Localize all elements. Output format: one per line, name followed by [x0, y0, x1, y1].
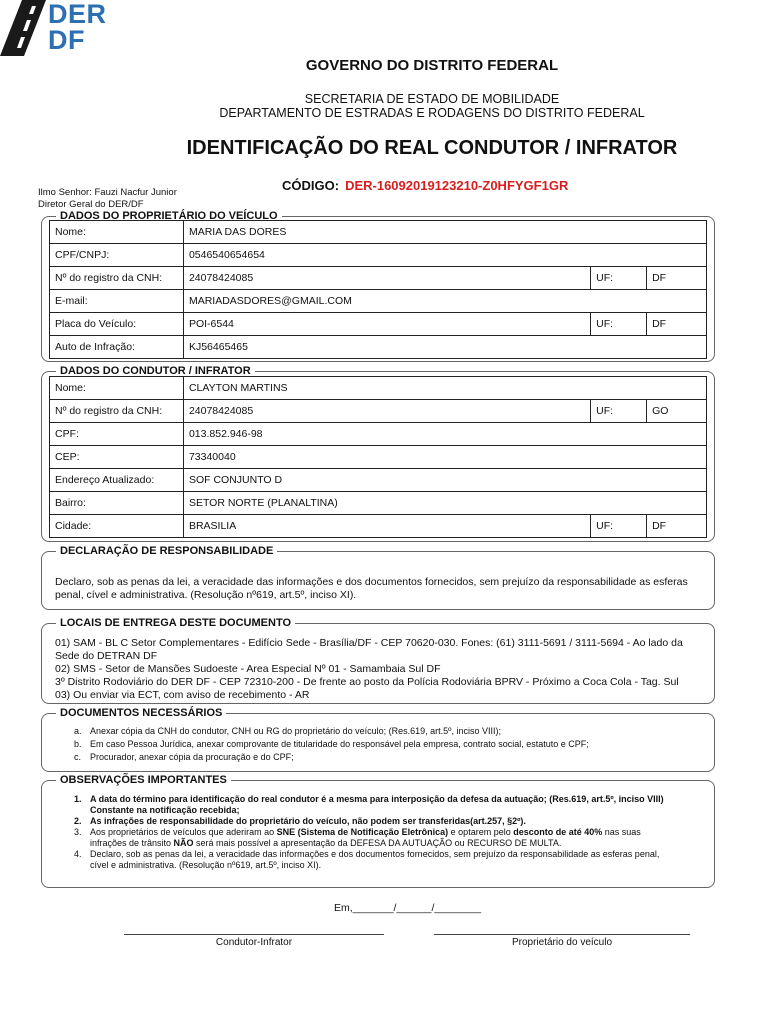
- owner-signature-line: [434, 934, 690, 935]
- list-marker: 2.: [74, 816, 82, 826]
- list-item: [74, 827, 704, 849]
- documents-list: [74, 726, 694, 765]
- owner-cnh-uf-label: UF:: [591, 267, 647, 290]
- note-2-text: As infrações de responsabilidade do proprietário do veículo, não podem ser transferidas(art.257, §2º).: [90, 816, 526, 826]
- note-3-text-a: Aos proprietários de veículos que aderiram ao: [90, 827, 277, 837]
- delivery-line-1: 01) SAM - BL C Setor Complementares - Edifício Sede - Brasília/DF - CEP 70620-030. Fones: (61) 3111-5691 / 3111-5694 - Ao lado da: [55, 637, 683, 649]
- declaration-section-title: DECLARAÇÃO DE RESPONSABILIDADE: [56, 545, 277, 557]
- logo-der-text: DER: [48, 0, 107, 29]
- owner-cpf-field[interactable]: 0546540654654: [183, 244, 706, 267]
- driver-cpf-field[interactable]: 013.852.946-98: [183, 423, 706, 446]
- delivery-line-5: 03) Ou enviar via ECT, com aviso de recebimento - AR: [55, 689, 310, 701]
- road-icon: [0, 0, 48, 56]
- driver-city-uf-field[interactable]: DF: [647, 515, 707, 538]
- driver-name-field[interactable]: CLAYTON MARTINS: [183, 377, 706, 400]
- document-title: IDENTIFICAÇÃO DO REAL CONDUTOR / INFRATOR: [186, 137, 678, 159]
- list-marker: 4.: [74, 849, 82, 859]
- list-marker: a.: [74, 726, 82, 736]
- note-3-text-c: e optarem pelo: [448, 827, 514, 837]
- driver-section-title: DADOS DO CONDUTOR / INFRATOR: [56, 365, 255, 377]
- delivery-line-4: 3º Distrito Rodoviário do DER DF - CEP 72310-200 - De frente ao posto da Polícia Rodoviária BPRV - Próximo a Coca Cola - Tag. Sul: [55, 676, 679, 688]
- owner-table: [49, 220, 707, 359]
- driver-cnh-uf-label: UF:: [591, 400, 647, 423]
- list-item: [74, 849, 704, 871]
- list-marker: c.: [74, 752, 82, 762]
- note-3-text-f: infrações de trânsito: [90, 838, 174, 848]
- code-line: [282, 178, 568, 193]
- owner-infraction-label: Auto de Infração:: [50, 336, 184, 359]
- note-3-line-1: [90, 827, 704, 838]
- driver-cpf-label: CPF:: [50, 423, 184, 446]
- declaration-line-1: Declaro, sob as penas da lei, a veracidade das informações e dos documentos fornecidos, sem prejuízo da responsabilidade as esferas: [55, 576, 688, 588]
- note-3-text-h: será mais possível a apresentação da DEFESA DA AUTUAÇÃO ou RECURSO DE MULTA.: [193, 838, 562, 848]
- government-title: GOVERNO DO DISTRITO FEDERAL: [305, 57, 559, 74]
- delivery-section-title: LOCAIS DE ENTREGA DESTE DOCUMENTO: [56, 617, 295, 629]
- table-row: [50, 469, 707, 492]
- delivery-line-2: Sede do DETRAN DF: [55, 650, 158, 662]
- driver-cep-field[interactable]: 73340040: [183, 446, 706, 469]
- code-label: CÓDIGO:: [282, 178, 340, 193]
- secretariat-title: SECRETARIA DE ESTADO DE MOBILIDADE: [304, 92, 560, 106]
- owner-plate-uf-label: UF:: [591, 313, 647, 336]
- declaration-line-2: penal, cível e administrativa. (Resolução nº619, art.5º, inciso XI).: [55, 589, 357, 601]
- table-row: [50, 446, 707, 469]
- addressee-name: Ilmo Senhor: Fauzi Nacfur Junior: [38, 187, 177, 198]
- note-3-text-e: nas suas: [602, 827, 641, 837]
- driver-signature-line: [124, 934, 384, 935]
- addressee-role: Diretor Geral do DER/DF: [38, 199, 144, 210]
- owner-name-label: Nome:: [50, 221, 184, 244]
- driver-cep-label: CEP:: [50, 446, 184, 469]
- owner-cnh-field[interactable]: 24078424085: [183, 267, 590, 290]
- list-item: [74, 752, 694, 765]
- owner-name-field[interactable]: MARIA DAS DORES: [183, 221, 706, 244]
- list-item-text: Procurador, anexar cópia da procuração e do CPF;: [90, 752, 294, 762]
- list-marker: 3.: [74, 827, 82, 837]
- driver-name-label: Nome:: [50, 377, 184, 400]
- owner-plate-uf-field[interactable]: DF: [647, 313, 707, 336]
- table-row: [50, 221, 707, 244]
- logo-df-text: DF: [48, 25, 85, 55]
- date-line: Em,_______/______/________: [334, 902, 482, 914]
- note-4-line-2: cível e administrativa. (Resolução nº619, art.5º, inciso XI).: [90, 860, 322, 870]
- department-title: DEPARTAMENTO DE ESTRADAS E RODAGENS DO DISTRITO FEDERAL: [219, 106, 645, 120]
- driver-cnh-label: Nº do registro da CNH:: [50, 400, 184, 423]
- driver-district-field[interactable]: SETOR NORTE (PLANALTINA): [183, 492, 706, 515]
- note-3-line-2: [90, 838, 704, 849]
- code-value: DER-16092019123210-Z0HFYGF1GR: [345, 178, 569, 193]
- table-row: [50, 400, 707, 423]
- driver-district-label: Bairro:: [50, 492, 184, 515]
- owner-section-title: DADOS DO PROPRIETÁRIO DO VEÍCULO: [56, 210, 282, 222]
- owner-email-field[interactable]: MARIADASDORES@GMAIL.COM: [183, 290, 706, 313]
- driver-city-label: Cidade:: [50, 515, 184, 538]
- list-marker: b.: [74, 739, 82, 749]
- table-row: [50, 336, 707, 359]
- driver-table: [49, 376, 707, 538]
- list-item: [74, 816, 704, 827]
- list-item: [74, 726, 694, 739]
- owner-cnh-label: Nº do registro da CNH:: [50, 267, 184, 290]
- notes-section-title: OBSERVAÇÕES IMPORTANTES: [56, 774, 231, 786]
- delivery-line-3: 02) SMS - Setor de Mansões Sudoeste - Area Especial Nº 01 - Samambaia Sul DF: [55, 663, 441, 675]
- table-row: [50, 244, 707, 267]
- table-row: [50, 492, 707, 515]
- owner-cpf-label: CPF/CNPJ:: [50, 244, 184, 267]
- table-row: [50, 313, 707, 336]
- owner-cnh-uf-field[interactable]: DF: [647, 267, 707, 290]
- driver-address-label: Endereço Atualizado:: [50, 469, 184, 492]
- note-4-line-1: Declaro, sob as penas da lei, a veracidade das informações e dos documentos fornecidos, sem prejuízo da responsabilidade as esferas penal,: [90, 849, 660, 859]
- documents-section-title: DOCUMENTOS NECESSÁRIOS: [56, 707, 226, 719]
- owner-signature-label: Proprietário do veículo: [511, 937, 613, 948]
- note-1-line-2: Constante na notificação recebida;: [90, 805, 240, 815]
- driver-signature-label: Condutor-Infrator: [215, 937, 293, 948]
- table-row: [50, 377, 707, 400]
- note-1-line-1: A data do término para identificação do real condutor é a mesma para interposição da defesa da autuação; (Res.619, art.5º, inciso VIII): [90, 794, 664, 804]
- list-item-text: Anexar cópia da CNH do condutor, CNH ou RG do proprietário do veículo; (Res.619, art.5º, inciso VIII);: [90, 726, 501, 736]
- driver-cnh-field[interactable]: 24078424085: [183, 400, 590, 423]
- owner-infraction-field[interactable]: KJ56465465: [183, 336, 706, 359]
- table-row: [50, 290, 707, 313]
- driver-cnh-uf-field[interactable]: GO: [647, 400, 707, 423]
- list-item-text: Em caso Pessoa Jurídica, anexar comprovante de titularidade do responsável pela empresa, contrato social, estatuto e CPF;: [90, 739, 589, 749]
- driver-city-field[interactable]: BRASILIA: [183, 515, 590, 538]
- owner-email-label: E-mail:: [50, 290, 184, 313]
- table-row: [50, 515, 707, 538]
- note-3-nao: NÃO: [173, 838, 194, 848]
- table-row: [50, 423, 707, 446]
- owner-plate-field[interactable]: POI-6544: [183, 313, 590, 336]
- list-marker: 1.: [74, 794, 82, 804]
- table-row: [50, 267, 707, 290]
- owner-plate-label: Placa do Veículo:: [50, 313, 184, 336]
- driver-address-field[interactable]: SOF CONJUNTO D: [183, 469, 706, 492]
- list-item: [74, 794, 704, 816]
- notes-list: [74, 794, 704, 871]
- driver-city-uf-label: UF:: [591, 515, 647, 538]
- note-3-discount: desconto de até 40%: [513, 827, 603, 837]
- list-item: [74, 739, 694, 752]
- der-df-logo: [0, 0, 140, 56]
- note-3-sne: SNE (Sistema de Notificação Eletrônica): [276, 827, 449, 837]
